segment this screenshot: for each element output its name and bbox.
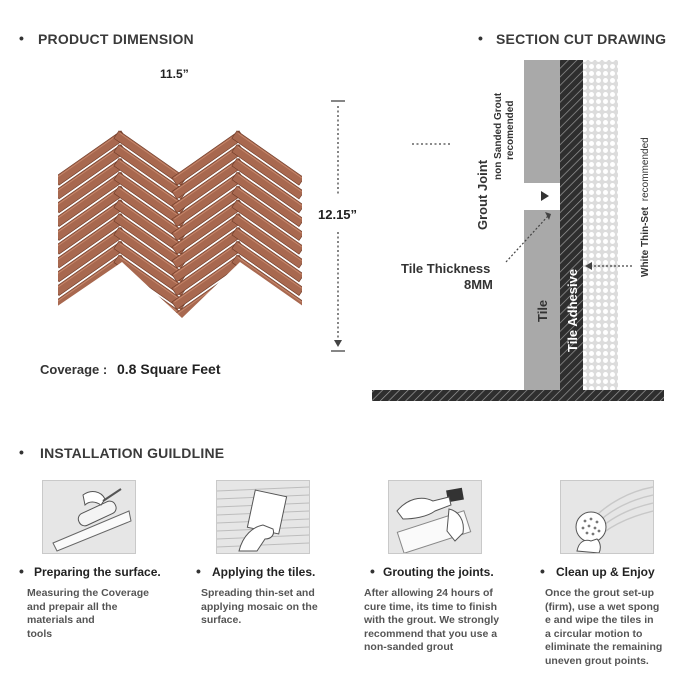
tile-right-edge-mask	[302, 95, 326, 355]
step-bullet: •	[370, 563, 375, 579]
desc-line: tools	[27, 627, 53, 640]
desc-line: non-sanded grout	[364, 641, 454, 653]
tile-label: Tile	[535, 299, 550, 322]
desc-line: After allowing 24 hours of	[364, 587, 493, 599]
desc-line: uneven grout points.	[545, 654, 649, 667]
section-bullet: •	[478, 30, 483, 46]
desc-line: Spreading thin-set and	[201, 587, 315, 599]
step-title: Grouting the joints.	[383, 565, 494, 579]
thinset-label: White Thin-Set	[640, 207, 651, 277]
step-title: Applying the tiles.	[212, 565, 316, 579]
step-title: Preparing the surface.	[34, 565, 161, 579]
desc-line: materials and	[27, 614, 95, 626]
sponge-wipe-icon	[561, 481, 653, 553]
coverage-value: 0.8 Square Feet	[117, 361, 221, 377]
step-image-grout	[388, 480, 482, 554]
height-label: 12.15”	[318, 207, 358, 222]
desc-line: surface.	[201, 614, 242, 626]
section-bullet: •	[19, 444, 24, 460]
thinset-layer	[583, 60, 618, 390]
step-bullet: •	[540, 563, 545, 579]
step-bullet: •	[19, 563, 24, 579]
tile-thickness-label: Tile Thickness	[401, 261, 491, 276]
desc-line: cure time, its time to finish	[364, 600, 498, 613]
step-description	[364, 587, 499, 655]
step-description	[545, 587, 662, 668]
step-image-sponge	[560, 480, 654, 554]
section-cut-heading: SECTION CUT DRAWING	[496, 31, 667, 47]
grout-note-line2: recomended	[505, 100, 516, 160]
trowel-spreading-icon	[217, 481, 309, 553]
step-description	[27, 587, 149, 641]
step-title: Clean up & Enjoy	[556, 565, 655, 579]
thinset-label-group	[640, 137, 651, 277]
section-cut-drawing	[372, 60, 664, 401]
desc-line: e and wipe the tiles in	[545, 614, 654, 626]
desc-line: Once the grout set-up	[545, 587, 655, 599]
desc-line: and prepair all the	[27, 600, 118, 613]
height-dimension-line	[331, 101, 345, 351]
step-image-trowel	[216, 480, 310, 554]
coverage-label: Coverage :	[40, 362, 108, 377]
adhesive-label: Tile Adhesive	[565, 268, 580, 352]
step-bullet: •	[196, 563, 201, 579]
base-slab	[372, 390, 664, 401]
desc-line: eliminate the remaining	[545, 641, 663, 653]
grout-block	[524, 60, 560, 183]
width-label: 11.5”	[160, 67, 189, 81]
desc-line: Measuring the Coverage	[27, 587, 149, 599]
desc-line: applying mosaic on the	[201, 600, 318, 613]
thinset-suffix: recommended	[640, 137, 651, 202]
step-image-roller	[42, 480, 136, 554]
desc-line: a circular motion to	[545, 627, 643, 640]
desc-line: recommend that you use a	[364, 627, 498, 640]
desc-line: (firm), use a wet spong	[545, 600, 660, 613]
roller-on-surface-icon	[43, 481, 135, 553]
step-description	[201, 587, 318, 628]
grout-joint-label: Grout Joint	[475, 159, 490, 230]
tile-thickness-value: 8MM	[464, 277, 493, 292]
installation-heading: INSTALLATION GUILDLINE	[40, 445, 225, 461]
desc-line: with the grout. We strongly	[364, 614, 500, 626]
tile-left-edge-mask	[0, 60, 58, 360]
section-bullet: •	[19, 30, 24, 46]
product-dimension-heading: PRODUCT DIMENSION	[38, 31, 194, 47]
grout-float-icon	[389, 481, 481, 553]
grout-note-line1: non Sanded Grout	[493, 92, 504, 180]
